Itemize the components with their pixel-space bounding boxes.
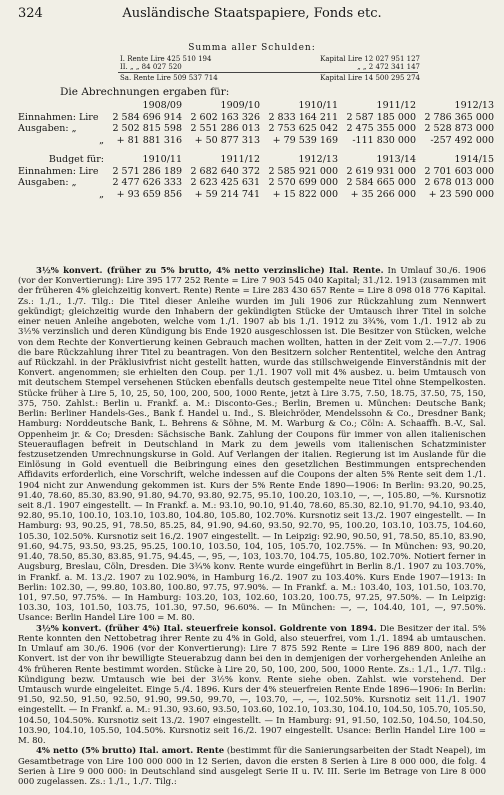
paragraph-heading: 3½% konvert. (früher zu 5% brutto, 4% netto verzinsliche) Ital. Rente.: [36, 266, 384, 276]
table-cell: 2 753 625 042: [268, 123, 338, 134]
running-title: Ausländische Staatspapiere, Fonds etc.: [122, 6, 382, 21]
summary-line: [120, 63, 420, 71]
table-cell: 1912/13: [454, 100, 494, 111]
table-cell: Einnahmen: Lire: [18, 165, 99, 177]
table-cell: + 81 881 316: [116, 134, 182, 146]
table-cell: „: [99, 134, 104, 146]
table-cell: Einnahmen: Lire: [18, 111, 99, 123]
table-cell: -111 830 000: [352, 134, 416, 146]
table-cell: 1910/11: [298, 100, 338, 111]
summary-line: [120, 55, 420, 63]
summary-right: Kapital Lire 14 500 295 274: [320, 74, 420, 82]
body-text: [18, 266, 486, 787]
paragraph-heading: 4% netto (5% brutto) Ital. amort. Rente: [36, 746, 225, 757]
table-row: [18, 135, 498, 147]
table-cell: -257 492 000: [430, 134, 494, 146]
table-row: [18, 112, 498, 124]
paragraph: [18, 266, 486, 624]
page-number: 324: [18, 6, 43, 21]
summary-left: I. Rente Lire 425 510 194: [120, 55, 212, 63]
table-cell: 2 584 665 000: [346, 177, 416, 188]
table-cell: 1914/15: [454, 154, 494, 165]
table-cell: 2 587 185 000: [346, 111, 416, 123]
table-cell: 2 701 603 000: [424, 165, 494, 177]
table-cell: + 93 659 856: [116, 188, 182, 200]
summary-title: Summa aller Schulden:: [188, 43, 316, 53]
table-cell: 1911/12: [220, 154, 260, 165]
accounts-table: [18, 100, 498, 146]
table-cell: 1908/09: [142, 100, 182, 111]
paragraph-text: (bestimmt für die Sanierungsarbeiten der Stadt Neapel), im Gesamtbetrage von Lire 100 000 000 in 12 Serien, davon die ersten 8 Serien à Lire 8 000 000, die folg. 4 Serien à Lire 9 000 000: in Deutschland sind ausgelegt Serie II u. IV. III. Serie im Betrage von Lire 8 000 000 zugelassen. Zs.: 1./1., 1./7. Tilg.:: [18, 746, 486, 787]
table-cell: 2 528 873 000: [424, 123, 494, 134]
summary-right: „ „ 2 472 341 147: [357, 63, 420, 71]
table-row: [18, 166, 498, 178]
table-cell: 2 619 931 000: [346, 165, 416, 177]
table-cell: 2 571 286 189: [112, 165, 182, 177]
intro-text: Die Abrechnungen ergaben für:: [60, 86, 230, 98]
table-cell: 2 682 640 372: [190, 165, 260, 177]
table-cell: 1910/11: [142, 154, 182, 165]
table-cell: 2 585 921 000: [268, 165, 338, 177]
table-cell: 2 570 699 000: [268, 177, 338, 188]
table-cell: + 79 539 169: [272, 134, 338, 146]
table-cell: 1911/12: [376, 100, 416, 111]
table-row: [18, 123, 498, 135]
table-cell: + 15 822 000: [272, 188, 338, 200]
paragraph: [18, 746, 486, 787]
summary-rule: [118, 72, 418, 73]
table-cell: [18, 100, 108, 112]
table-cell: + 59 214 741: [194, 188, 260, 200]
summary-line: [120, 74, 420, 82]
table-cell: 2 786 365 000: [424, 111, 494, 123]
table-cell: 2 502 815 598: [112, 123, 182, 134]
table-cell: + 23 590 000: [428, 188, 494, 200]
budget-table: [18, 154, 498, 200]
table-row: [18, 177, 498, 189]
summary-left: Sa. Rente Lire 509 537 714: [120, 74, 218, 82]
table-cell: 2 584 696 914: [112, 111, 182, 123]
table-cell: 1913/14: [376, 154, 416, 165]
table-cell: 2 623 425 631: [190, 177, 260, 188]
table-cell: + 50 877 313: [194, 134, 260, 146]
table-cell: 2 602 163 326: [190, 111, 260, 123]
table-cell: „: [99, 188, 104, 200]
table-cell: + 35 266 000: [350, 188, 416, 200]
table-row: [18, 189, 498, 201]
table-cell: 1909/10: [220, 100, 260, 111]
table-cell: Budget für:: [48, 154, 104, 165]
paragraph-text: In Umlauf 30./6. 1906 (vor der Konvertierung): Lire 395 177 252 Rente = Lire 7 903 545 040 Kapital; 31./12. 1913 (zusammen mit der früheren 4% gleichzeitig konvert. Rente) Rente = Lire 283 430 657 Rente = Lire 8 098 018 776 Kapital. Zs.: 1./1., 1./7. Tilg.: Die Titel dieser Anleihe wurden im Juli 1906 zur Rückzahlung zum Nennwert gekündigt; gleichzeitig wurde den Inhabern der gekündigten Stücke der Umtausch ihrer Titel in solche einer neuen Anleihe angeboten, welche vom 1./1. 1907 ab bis 1./1. 1912 zu 3¾%, vom 1./1. 1912 ab zu 3½% verzinslich und deren Kündigung bis Ende 1920 ausgeschlossen ist. Die Besitzer von Stücken, welche von dem Rechte der Konvertierung keinen Gebrauch machen wollten, hatten in der Zeit vom 2.—7./7. 1906 die bare Rückzahlung ihrer Titel zu beantragen. Von den Besitzern solcher Rententitel, welche den Antrag auf Rückzahl. in der Präklusivfrist nicht gestellt hatten, wurde das stillschweigende Einverständnis mit der Konvert. angenommen; sie erhielten den Coup. per 1./1. 1907 voll mit 4% ausbez. u. beim Umtausch von mit deutschem Stempel versehenen Stücken ebenfalls deutsch gestempelte neue Titel ohne Stempelkosten. Stücke früher à Lire 5, 10, 25, 50, 100, 200, 500, 1000 Rente, jetzt à Lire 3.75, 7.50, 18.75, 37.50, 75, 150, 375, 750. Zahlst.: Berlin u. Frankf. a. M.: Disconto-Ges.; Berlin, Bremen u. München: Deutsche Bank; Berlin: Berliner Handels-Ges., Bank f. Handel u. Ind., S. Bleichröder, Mendelssohn & Co., Dresdner Bank; Hamburg: Norddeutsche Bank, L. Behrens & Söhne, M. M. Warburg & Co.; Cöln: A. Schaaffh. B.-V., Sal. Oppenheim jr. & Co; Dresden: Sächsische Bank. Zahlung der Coupons für immer von allen italienischen Steuerauflagen befreit in Deutschland in Mark zu dem jeweils vom italienischen Schatzminister festzusetzenden Umrechnungskurse in Gold. Auf Verlangen der italien. Regierung ist im Auslande für die Einlösung in Gold eventuell die Beibringung eines den gesetzlichen Bestimmungen entsprechenden Affidavits erforderlich, eine Vorschrift, welche indessen auf die Coupons der alten 5% Rente seit dem 1./1. 1904 nicht zur Anwendung gekommen ist. Kurs der 5% Rente Ende 1890—1906: In Berlin: 93.20, 90.25, 91.40, 78.60, 85.30, 83.90, 91.80, 94.70, 93.80, 92.75, 95.10, 100.20, 103.10, —, —, 105.80, —%. Kursnotiz seit 8./1. 1907 eingestellt. — In Frankf. a. M.: 93.10, 90.10, 91.40, 78.60, 85.30, 82.10, 91.70, 94.10, 93.40, 92.80, 95.10, 100.10, 103.10, 103.80, 104.80, 105.80, 102.70%. Kursnotiz seit 13./2. 1907 eingestellt. — In Hamburg: 93, 90.25, 91, 78.50, 85.25, 84, 91.90, 94.60, 93.50, 92.70, 95, 100.20, 103.10, 103.75, 104.60, 105.30, 102.50%. Kursnotiz seit 16./2. 1907 eingestellt. — In Leipzig: 92.90, 90.50, 91, 78.50, 85.10, 83.90, 91.60, 94.75, 93.50, 93.25, 95.25, 100.10, 103.50, 104, 105, 105.70, 102.75%. — In München: 93, 90.20, 91.40, 78.50, 85.30, 83.85, 91.75, 94.45, —, 95, —, 103, 103.70, 104.75, 105.80, 102.70%. Notiert ferner in Augsburg, Breslau, Cöln, Dresden. Die 3¾% konv. Rente wurde eingeführt in Berlin 8./1. 1907 zu 103.70%, in Frankf. a. M. 13./2. 1907 zu 102.90%, in Hamburg 16./2. 1907 zu 103.40%. Kurs Ende 1907—1913: In Berlin: 102.30, —, 99.80, 103.80, 100.80, 97.75, 97.90%. — In Frankf. a. M.: 103.40, 103, 101.50, 103.70, 101, 97.50, 97.75%. — In Hamburg: 103.20, 103, 102.60, 103.20, 100.75, 97.25, 97.50%. — In Leipzig: 103.30, 103, 101.50, 103.75, 101.30, 97.50, 96.60%. — In München: —, —, 104.40, 101, —, 97.50%. Usance: Berlin Handel Lire 100 = M. 80.: [18, 266, 486, 624]
table-cell: 2 833 164 211: [268, 111, 338, 123]
table-cell: 2 477 626 333: [112, 177, 182, 188]
table-cell: 2 551 286 013: [190, 123, 260, 134]
table-header-row: [18, 100, 498, 112]
paragraph-heading: 3½% konvert. (früher 4%) Ital. steuerfreie konsol. Goldrente von 1894.: [36, 623, 377, 634]
table-header-row: [18, 154, 498, 166]
table-cell: Ausgaben: „: [18, 123, 77, 134]
table-cell: Ausgaben: „: [18, 177, 77, 188]
summary-left: II. „ „ 84 027 520: [120, 63, 182, 71]
table-cell: 2 475 355 000: [346, 123, 416, 134]
summary-right: Kapital Lire 12 027 951 127: [320, 55, 420, 63]
table-cell: 2 678 013 000: [424, 177, 494, 188]
page-header: [18, 6, 486, 24]
paragraph: [18, 624, 486, 747]
paragraph-text: Die Besitzer der ital. 5% Rente konnten den Nettobetrag ihrer Rente zu 4% in Gold, also steuerfrei, vom 1./1. 1894 ab umtauschen. In Umlauf am 30./6. 1906 (vor der Konvertierung): Lire 7 875 592 Rente = Lire 196 889 800, nach der Konvert. ist der von ihr bewilligte Steuerabzug dann bei den in demjenigen der vorhergehenden Anleihe an 4% früheren Rente bestimmt worden. Stücke à Lire 20, 50, 100, 200, 500, 1000 Rente. Zs.: 1./1., 1./7. Tilg.: Kündigung bezw. Umtausch wie bei der 3½% konv. Rente siehe oben. Zahlst. wie vorstehend. Der Umtausch wurde eingeleitet. Einge 5./4. 1896. Kurs der 4% steuerfreien Rente Ende 1896—1906: In Berlin: 91.50, 92.50, 91.50, 92.50, 91.90, 99.50, 99.70, —, 103.70, —, —, 102.50%. Kursnotiz seit 11./1. 1907 eingestellt. — In Frankf. a. M.: 91.30, 93.60, 93.50, 103.60, 102.10, 103.30, 104.10, 104.50, 105.70, 105.50, 104.50, 104.50%. Kursnotiz seit 13./2. 1907 eingestellt. — In Hamburg: 91, 91.50, 102.50, 104.50, 104.50, 103.90, 104.10, 105.50, 104.50%. Kursnotiz seit 16./2. 1907 eingestellt. Usance: Berlin Handel Lire 100 = M. 80.: [18, 623, 486, 747]
table-cell: 1912/13: [298, 154, 338, 165]
